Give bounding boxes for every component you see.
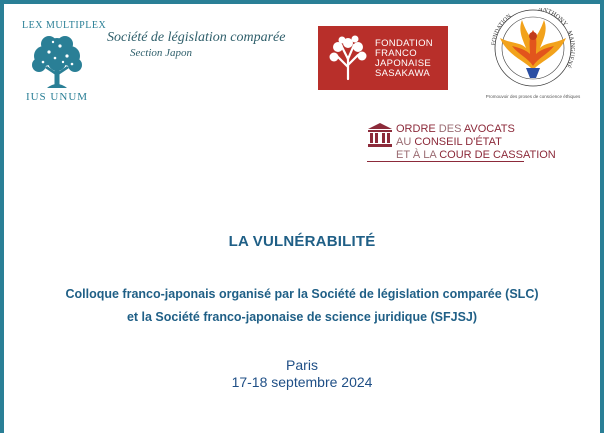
subtitle-line-1: Colloque franco-japonais organisé par la Société de législation comparée (SLC) — [65, 287, 539, 301]
ring-text-left: FONDATION — [491, 13, 513, 46]
phoenix-emblem-icon — [478, 8, 588, 94]
event-dates: 17-18 septembre 2024 — [231, 374, 373, 390]
lex-logo-bottom-text: IUS UNUM — [25, 91, 89, 103]
ring-text-top: ANTHONY — [537, 8, 569, 28]
avocats-word: D'ÉTAT — [465, 136, 502, 148]
svg-text:MAINGUENÉ — [564, 30, 575, 70]
sasakawa-text — [375, 39, 433, 79]
event-place: Paris — [286, 357, 318, 373]
page-title: LA VULNÉRABILITÉ — [228, 233, 376, 250]
lex-multiplex-logo — [22, 20, 107, 103]
anthony-mainguene-foundation-logo — [478, 8, 588, 106]
avocats-word: AVOCATS — [463, 123, 515, 135]
avocats-underline — [367, 161, 524, 162]
avocats-text — [396, 123, 556, 162]
slc-name: Société de législation comparée — [107, 30, 286, 45]
anthony-caption: Promouvoir des proses de conscience éthiques — [485, 94, 581, 99]
sasakawa-line: SASAKAWA — [375, 68, 431, 79]
lex-logo-top-text: LEX MULTIPLEX — [22, 20, 107, 31]
courthouse-icon — [367, 122, 393, 148]
sasakawa-line: FONDATION — [375, 38, 433, 49]
sasakawa-line: FRANCO — [375, 48, 417, 59]
avocats-word: CONSEIL — [414, 136, 463, 148]
event-location-dates — [0, 357, 604, 391]
colloquium-subtitle — [0, 283, 604, 329]
sasakawa-line: JAPONAISE — [375, 58, 432, 69]
sasakawa-tree-icon — [328, 35, 368, 81]
avocats-line-2 — [396, 136, 556, 149]
ring-text-right: MAINGUENÉ — [564, 30, 576, 69]
slc-logo — [107, 30, 285, 59]
avocats-word: ORDRE — [396, 123, 436, 135]
avocats-word: ET À LA — [396, 149, 437, 161]
tree-icon — [27, 32, 87, 92]
avocats-word: AU — [396, 136, 412, 148]
subtitle-line-2: et la Société franco-japonaise de science juridique (SFJSJ) — [126, 310, 478, 324]
avocats-word: DES — [438, 123, 462, 135]
sasakawa-foundation-logo — [318, 26, 448, 90]
avocats-word: COUR DE CASSATION — [439, 149, 556, 161]
avocats-line-1 — [396, 123, 556, 136]
slc-section: Section Japon — [130, 47, 193, 59]
